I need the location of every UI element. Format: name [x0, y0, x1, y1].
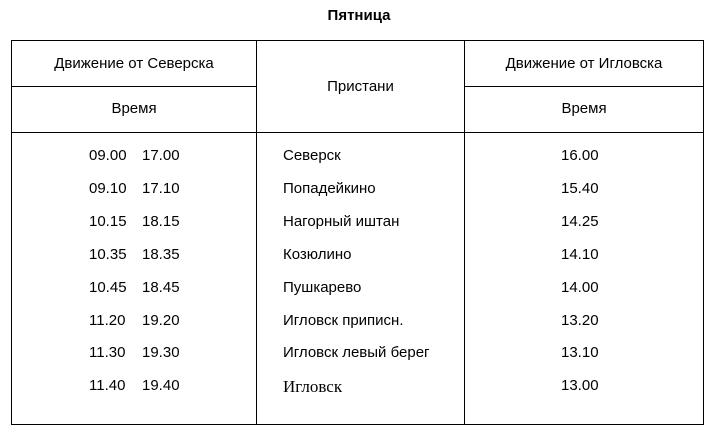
- pier-name: Пушкарево: [283, 279, 362, 296]
- table-row: [12, 179, 703, 199]
- return-time: 14.00: [561, 279, 599, 296]
- departure-time-morning: 11.40: [89, 377, 126, 394]
- page-title: Пятница: [327, 7, 391, 24]
- header-right-time: Время: [561, 100, 607, 117]
- header-piers: Пристани: [327, 78, 394, 95]
- pier-name: Северск: [283, 147, 341, 164]
- table-row: [12, 278, 703, 298]
- departure-time-morning: 09.00: [89, 147, 127, 164]
- departure-time-evening: 19.20: [142, 312, 180, 329]
- departure-time-evening: 17.00: [142, 147, 180, 164]
- return-time: 13.20: [561, 312, 599, 329]
- departure-time-evening: 19.40: [142, 377, 180, 394]
- column-divider-right: [464, 41, 465, 424]
- column-divider-left: [256, 41, 257, 424]
- header-divider-right: [465, 86, 703, 87]
- pier-name: Попадейкино: [283, 180, 376, 197]
- departure-time-evening: 18.35: [142, 246, 180, 263]
- pier-name: Игловск: [283, 377, 343, 396]
- return-time: 16.00: [561, 147, 599, 164]
- pier-name: Игловск приписн.: [283, 312, 404, 329]
- departure-time-evening: 18.45: [142, 279, 180, 296]
- departure-time-morning: 10.15: [89, 213, 127, 230]
- departure-time-evening: 18.15: [142, 213, 180, 230]
- table-row: [12, 376, 703, 396]
- header-left-direction: Движение от Северска: [54, 55, 214, 72]
- header-bottom-line: [12, 132, 703, 133]
- return-time: 14.10: [561, 246, 599, 263]
- return-time: 14.25: [561, 213, 599, 230]
- table-row: [12, 245, 703, 265]
- pier-name: Нагорный иштан: [283, 213, 400, 230]
- table-row: [12, 343, 703, 363]
- departure-time-evening: 17.10: [142, 180, 180, 197]
- header-divider-left: [12, 86, 256, 87]
- pier-name: Игловск левый берег: [283, 344, 430, 361]
- return-time: 15.40: [561, 180, 599, 197]
- table-row: [12, 311, 703, 331]
- table-row: [12, 146, 703, 166]
- departure-time-morning: 09.10: [89, 180, 127, 197]
- departure-time-morning: 10.45: [89, 279, 127, 296]
- return-time: 13.00: [561, 377, 599, 394]
- departure-time-morning: 11.20: [89, 312, 126, 329]
- table-row: [12, 212, 703, 232]
- return-time: 13.10: [561, 344, 599, 361]
- pier-name: Козюлино: [283, 246, 352, 263]
- departure-time-morning: 10.35: [89, 246, 127, 263]
- header-right-direction: Движение от Игловска: [505, 55, 663, 72]
- departure-time-morning: 11.30: [89, 344, 126, 361]
- departure-time-evening: 19.30: [142, 344, 180, 361]
- schedule-table: [11, 40, 704, 425]
- header-left-time: Время: [111, 100, 157, 117]
